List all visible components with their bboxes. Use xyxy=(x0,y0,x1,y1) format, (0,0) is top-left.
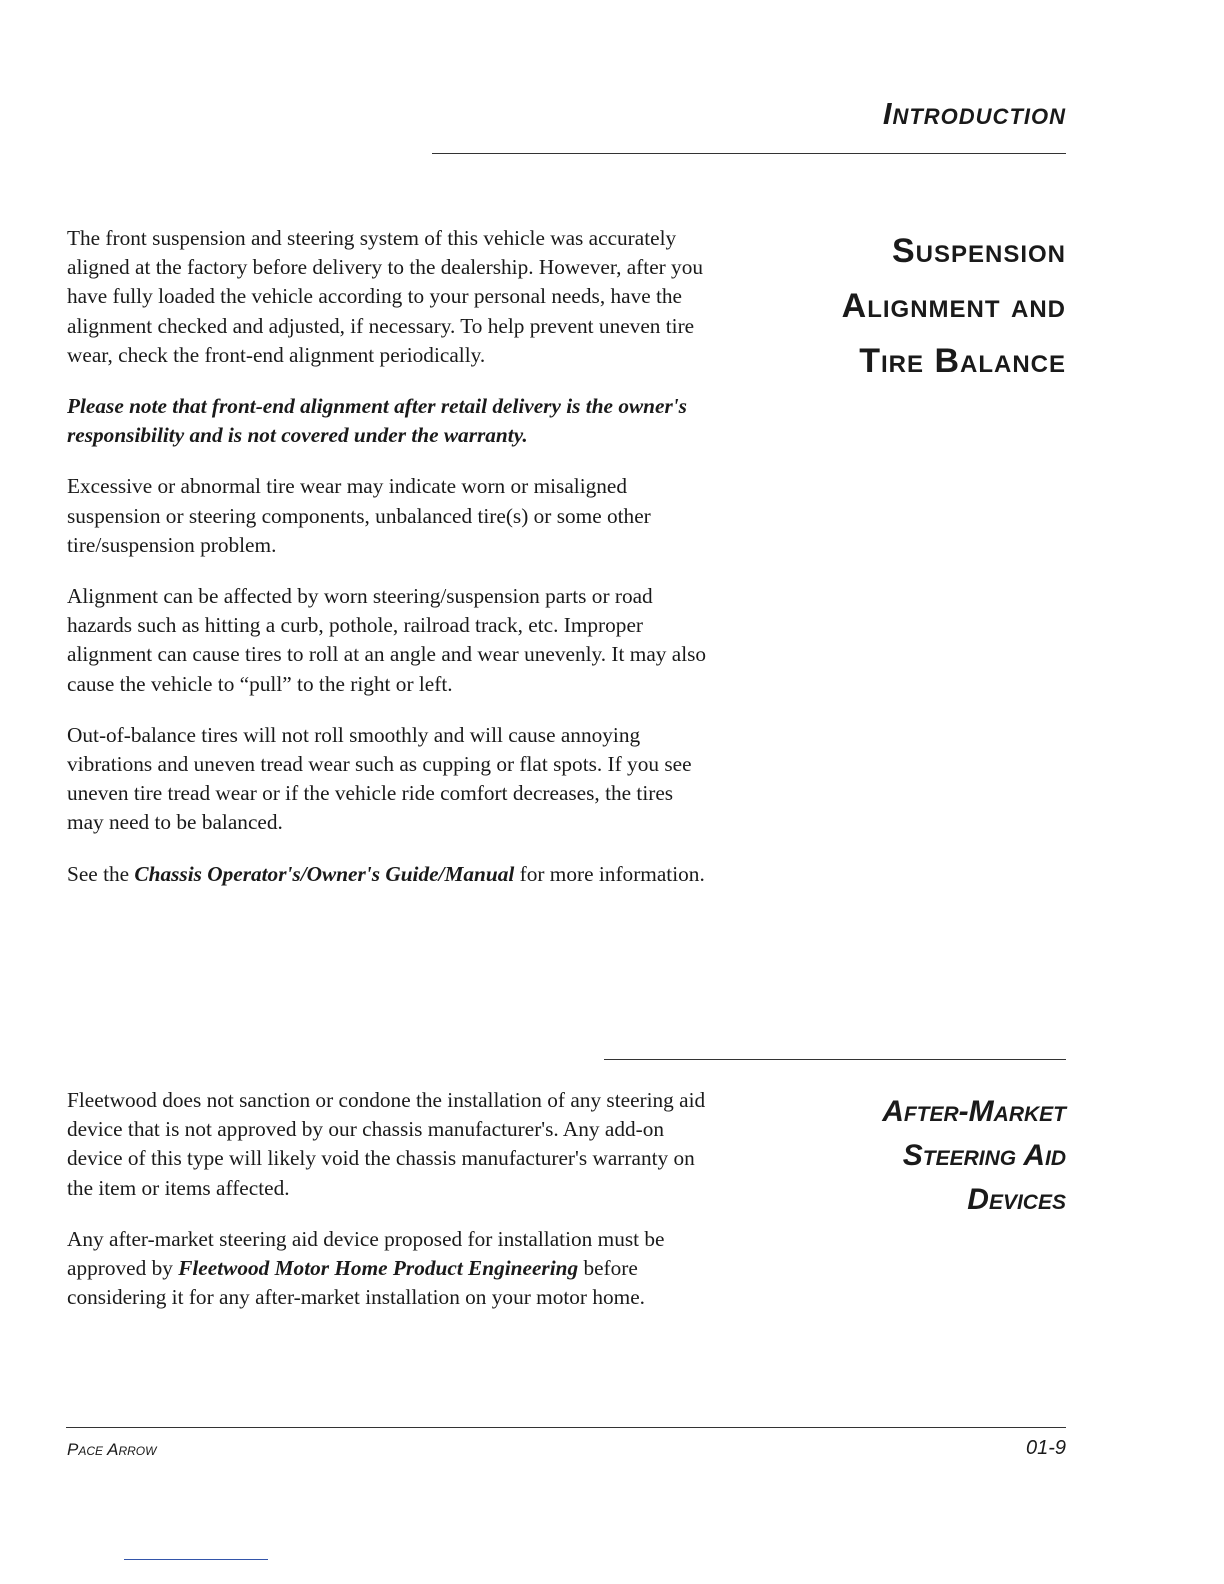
section-heading-suspension xyxy=(746,224,1066,389)
heading-line: After-Market xyxy=(882,1095,1066,1128)
section-heading-steering-aid xyxy=(746,1090,1066,1222)
page-number: 01-9 xyxy=(1025,1437,1066,1459)
section-divider xyxy=(604,1059,1066,1060)
text-run: See the xyxy=(67,861,135,886)
paragraph: Alignment can be affected by worn steering/suspension parts or road hazards such as hitting a curb, pothole, railroad track, etc. Improper alignment can cause tires to roll at an angle and wear unevenly. It may also cause the vehicle to “pull” to the right or left. xyxy=(67,584,707,696)
footer-divider xyxy=(66,1427,1066,1428)
text-run: for more information. xyxy=(514,861,705,886)
header-divider xyxy=(432,153,1066,154)
paragraph: Fleetwood does not sanction or condone the installation of any steering aid device that is not approved by our chassis manufacturer's. Any add-on device of this type will likely void the chassis manufacturer's warranty on the item or items affected. xyxy=(67,1088,706,1200)
heading-line: Alignment and xyxy=(841,287,1066,325)
paragraph xyxy=(67,1225,707,1313)
warranty-note: Please note that front-end alignment after retail delivery is the owner's responsibility and is not covered under the warranty. xyxy=(67,394,687,448)
heading-line: Steering Aid xyxy=(902,1139,1066,1172)
text-run: before considering it for any after-market installation on your motor home. xyxy=(67,1256,645,1310)
bottom-mark xyxy=(124,1559,268,1560)
chapter-title: Introduction xyxy=(882,96,1066,131)
paragraph xyxy=(67,860,707,889)
footer-product-name: Pace Arrow xyxy=(67,1440,157,1459)
engineering-reference: Fleetwood Motor Home Product Engineering xyxy=(178,1256,579,1281)
paragraph: The front suspension and steering system of this vehicle was accurately aligned at the factory before delivery to the dealership. However, after you have fully loaded the vehicle according to your personal needs, have the alignment checked and adjusted, if necessary. To help prevent uneven tire wear, check the front-end alignment periodically. xyxy=(67,226,704,367)
section-body-steering-aid xyxy=(67,1086,707,1334)
heading-line: Tire Balance xyxy=(859,342,1066,380)
paragraph: Out-of-balance tires will not roll smoothly and will cause annoying vibrations and uneven tread wear such as cupping or flat spots. If you see uneven tire tread wear or if the vehicle ride comfort decreases, the tires may need to be balanced. xyxy=(67,722,692,835)
heading-line: Devices xyxy=(967,1183,1066,1216)
heading-line: Suspension xyxy=(891,232,1066,270)
section-body-suspension xyxy=(67,224,707,911)
paragraph: Excessive or abnormal tire wear may indicate worn or misaligned suspension or steering components, unbalanced tire(s) or some other tire/suspension problem. xyxy=(67,474,651,557)
text-run: Any after-market steering aid device proposed for installation must be approved by xyxy=(67,1226,665,1281)
manual-reference: Chassis Operator's/Owner's Guide/Manual xyxy=(134,861,515,886)
